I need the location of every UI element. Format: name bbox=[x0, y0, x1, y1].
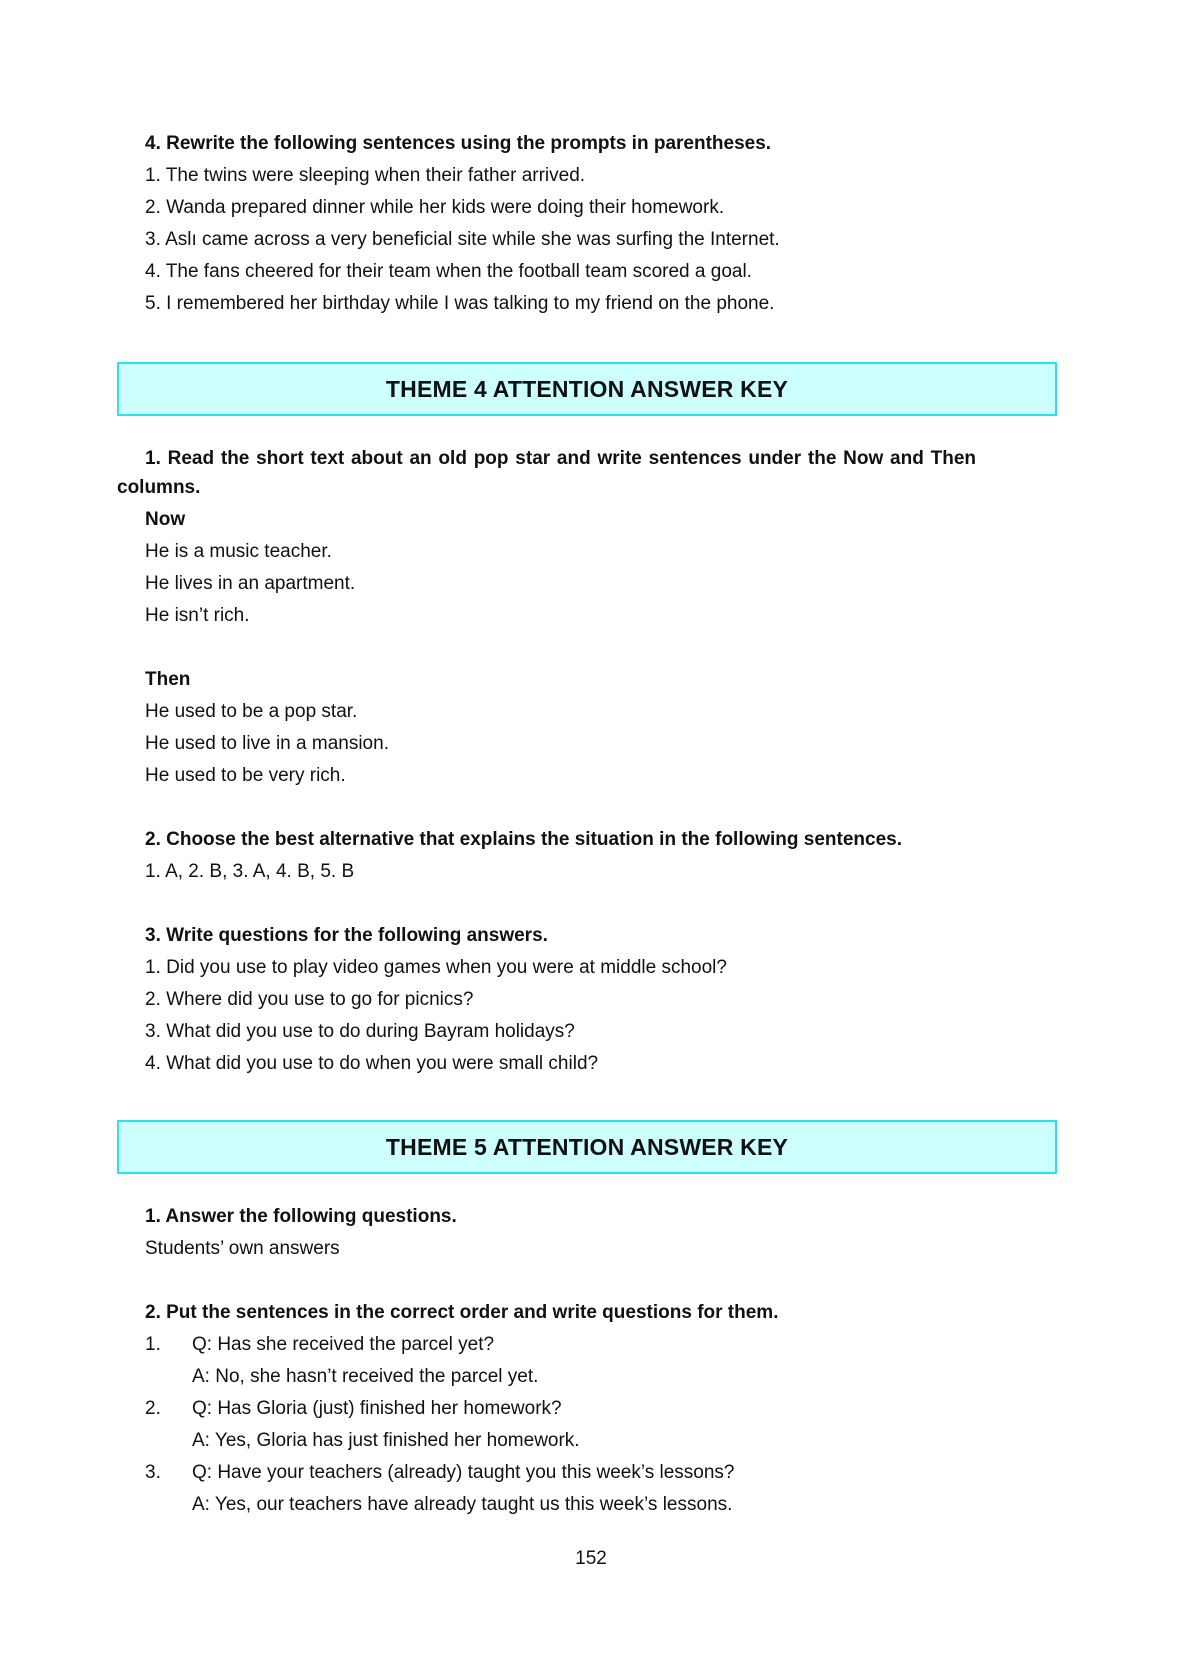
list-item: He used to be a pop star. bbox=[145, 701, 358, 722]
theme5-q1-answer: Students’ own answers bbox=[145, 1238, 340, 1259]
theme4-q1-heading: 1. Read the short text about an old pop star and write sentences under the Now and Then bbox=[145, 448, 976, 469]
answer-line: A: Yes, our teachers have already taught us this week’s lessons. bbox=[192, 1494, 733, 1515]
list-item: He isn’t rich. bbox=[145, 605, 250, 626]
question-line: Q: Has she received the parcel yet? bbox=[192, 1334, 495, 1355]
item-number: 2. bbox=[145, 1398, 161, 1419]
answer-line: A: No, she hasn’t received the parcel yet. bbox=[192, 1366, 539, 1387]
answer-line: A: Yes, Gloria has just finished her homework. bbox=[192, 1430, 580, 1451]
then-label: Then bbox=[145, 669, 191, 690]
theme-5-banner: THEME 5 ATTENTION ANSWER KEY bbox=[117, 1120, 1057, 1174]
list-item: 5. I remembered her birthday while I was talking to my friend on the phone. bbox=[145, 293, 775, 314]
theme4-q2-answer: 1. A, 2. B, 3. A, 4. B, 5. B bbox=[145, 861, 355, 882]
page-number: 152 bbox=[575, 1548, 607, 1569]
theme5-q2-heading: 2. Put the sentences in the correct order and write questions for them. bbox=[145, 1302, 779, 1323]
item-number: 1. bbox=[145, 1334, 161, 1355]
list-item: 2. Where did you use to go for picnics? bbox=[145, 989, 474, 1010]
list-item: 4. What did you use to do when you were small child? bbox=[145, 1053, 599, 1074]
theme5-q1-heading: 1. Answer the following questions. bbox=[145, 1206, 457, 1227]
list-item: 1. Did you use to play video games when you were at middle school? bbox=[145, 957, 727, 978]
list-item: He lives in an apartment. bbox=[145, 573, 356, 594]
theme-4-banner: THEME 4 ATTENTION ANSWER KEY bbox=[117, 362, 1057, 416]
now-label: Now bbox=[145, 509, 186, 530]
exercise-4-heading: 4. Rewrite the following sentences using the prompts in parentheses. bbox=[145, 133, 772, 154]
theme4-q1-heading-cont: columns. bbox=[117, 477, 201, 498]
question-line: Q: Have your teachers (already) taught you this week’s lessons? bbox=[192, 1462, 735, 1483]
list-item: 3. What did you use to do during Bayram holidays? bbox=[145, 1021, 575, 1042]
list-item: He is a music teacher. bbox=[145, 541, 332, 562]
list-item: 2. Wanda prepared dinner while her kids were doing their homework. bbox=[145, 197, 725, 218]
theme4-q2-heading: 2. Choose the best alternative that explains the situation in the following sentences. bbox=[145, 829, 902, 850]
list-item: He used to be very rich. bbox=[145, 765, 346, 786]
list-item: 1. The twins were sleeping when their father arrived. bbox=[145, 165, 586, 186]
theme4-q3-heading: 3. Write questions for the following answers. bbox=[145, 925, 548, 946]
item-number: 3. bbox=[145, 1462, 161, 1483]
list-item: He used to live in a mansion. bbox=[145, 733, 389, 754]
question-line: Q: Has Gloria (just) finished her homework? bbox=[192, 1398, 562, 1419]
list-item: 3. Aslı came across a very beneficial site while she was surfing the Internet. bbox=[145, 229, 780, 250]
list-item: 4. The fans cheered for their team when the football team scored a goal. bbox=[145, 261, 752, 282]
